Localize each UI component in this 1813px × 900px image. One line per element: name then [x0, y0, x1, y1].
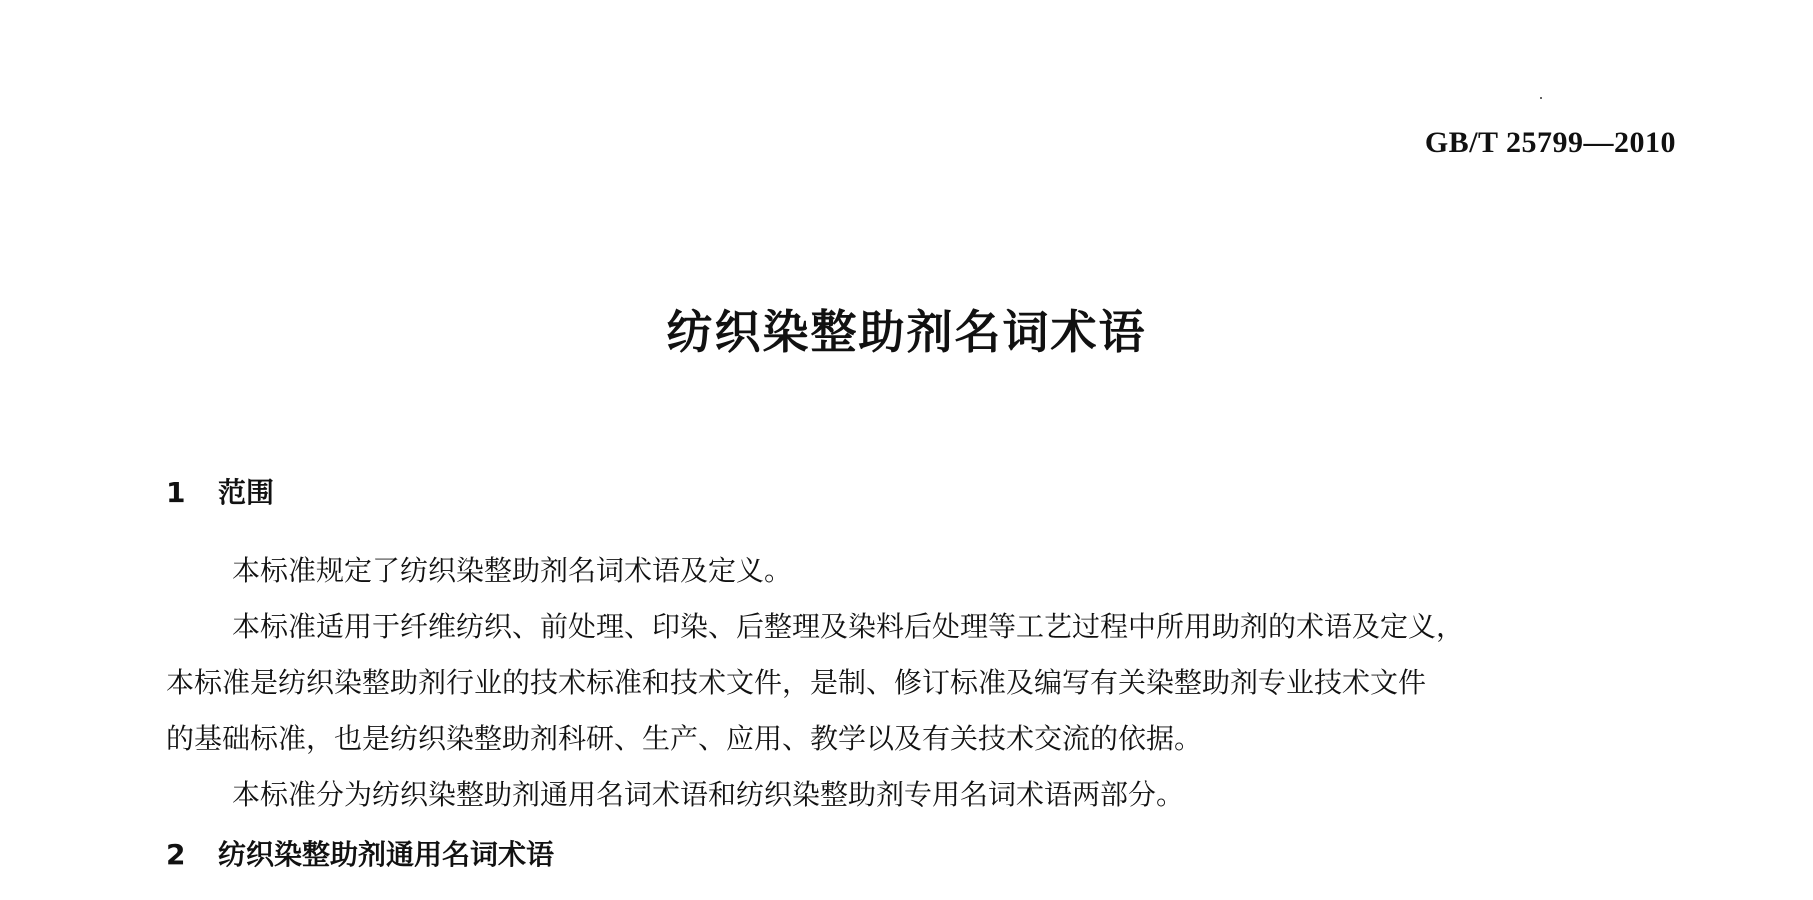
paragraph-line: 本标准适用于纤维纺织、前处理、印染、后整理及染料后处理等工艺过程中所用助剂的术语及定义， [232, 610, 1465, 643]
paragraph-scope-parts [166, 767, 1666, 823]
scan-speck [1540, 97, 1542, 99]
standard-number: GB/T 25799—2010 [1424, 126, 1676, 159]
section-title: 范围 [218, 476, 275, 509]
paragraph-scope-application [166, 599, 1666, 767]
section-number: 1 [166, 476, 186, 509]
section-heading-1 [166, 471, 274, 511]
paragraph-line: 本标准是纺织染整助剂行业的技术标准和技术文件，是制、修订标准及编写有关染整助剂专业技术文件 [166, 666, 1427, 699]
document-title: 纺织染整助剂名词术语 [666, 305, 1147, 359]
section-number: 2 [166, 838, 186, 871]
paragraph-line: 本标准规定了纺织染整助剂名词术语及定义。 [232, 554, 793, 587]
section-title: 纺织染整助剂通用名词术语 [218, 838, 555, 871]
paragraph-scope-definition [166, 543, 1666, 599]
paragraph-line: 的基础标准，也是纺织染整助剂科研、生产、应用、教学以及有关技术交流的依据。 [166, 722, 1203, 755]
section-heading-2 [166, 833, 554, 873]
paragraph-line: 本标准分为纺织染整助剂通用名词术语和纺织染整助剂专用名词术语两部分。 [232, 778, 1185, 811]
